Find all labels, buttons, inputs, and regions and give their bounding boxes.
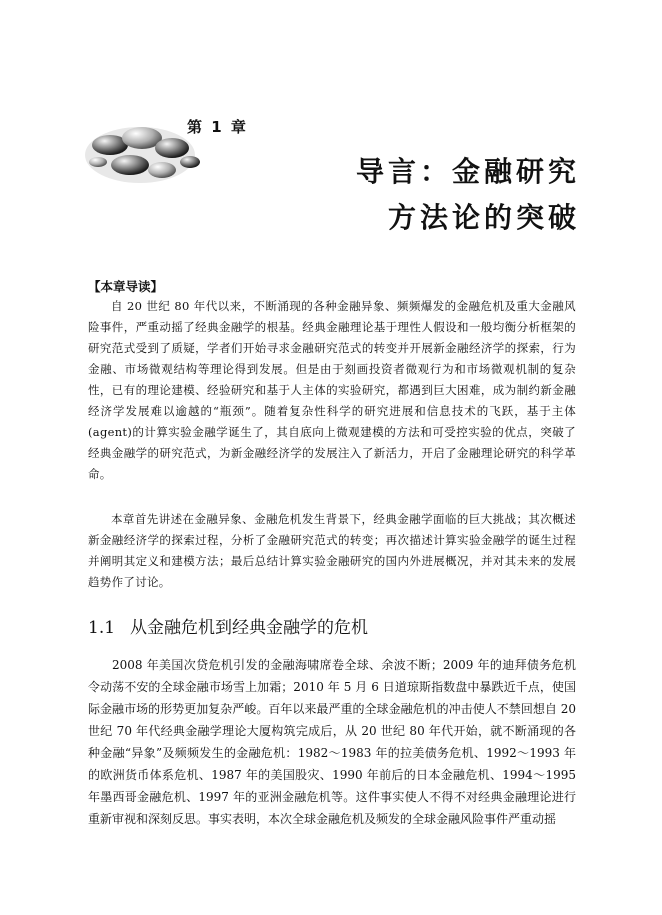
chapter-title-line-1: 导言：金融研究 bbox=[355, 155, 580, 188]
chapter-guide-paragraph: 本章首先讲述在金融异象、金融危机发生背景下，经典金融学面临的巨大挑战；其次概述新金融经济学的探索过程，分析了金融研究范式的转变；再次描述计算实验金融学的诞生过程并阐明其定义和建模方法；最后总结计算实验金融研究的国内外进展概况，并对其未来的发展趋势作了讨论。 bbox=[88, 512, 576, 589]
body-paragraph: 2008 年美国次贷危机引发的金融海啸席卷全球、余波不断；2009 年的迪拜债务危机令动荡不安的全球金融市场雪上加霜；2010 年 5 月 6 日道琼斯指数盘中暴跌近千点，使国际金融市场的形势更加复杂严峻。百年以来最严重的全球金融危机的冲击使人不禁回想自 20 世纪 70 年代经典金融学理论大厦构筑完成后，从 20 世纪 80 年代开始，就不断涌现的各种金融“异象”及频频发生的金融危机：1982～1983 年的拉美债务危机、1992～1993 年的欧洲货币体系危机、1987 年的美国股灾、1990 年前后的日本金融危机、1994～1995 年墨西哥金融危机、1997 年的亚洲金融危机等。这件事实使人不得不对经典金融理论进行重新审视和深刻反思。事实表明，本次全球金融危机及频发的全球金融风险事件严重动摇 bbox=[88, 658, 576, 826]
chapter-title-line-2: 方法论的突破 bbox=[387, 201, 580, 234]
decor-disc-5 bbox=[148, 162, 176, 178]
decor-disc-6 bbox=[180, 156, 200, 168]
section-title: 从金融危机到经典金融学的危机 bbox=[130, 618, 368, 638]
decor-disc-3 bbox=[155, 138, 189, 158]
chapter-guide-heading: 【本章导读】 bbox=[88, 279, 164, 294]
chapter-decoration-image bbox=[80, 100, 210, 190]
decor-disc-7 bbox=[89, 157, 107, 167]
decor-disc-4 bbox=[111, 155, 149, 175]
chapter-guide-paragraph: 自 20 世纪 80 年代以来，不断涌现的各种金融异象、频频爆发的金融危机及重大金融风险事件，严重动摇了经典金融学的根基。经典金融理论基于理性人假设和一般均衡分析框架的研究范式受到了质疑，学者们开始寻求金融研究范式的转变并开展新金融经济学的探索，行为金融、市场微观结构等理论得到发展。但是由于刻画投资者微观行为和市场微观机制的复杂性，已有的理论建模、经验研究和基于人主体的实验研究，都遇到巨大困难，成为制约新金融经济学发展难以逾越的“瓶颈”。随着复杂性科学的研究进展和信息技术的飞跃，基于主体(agent)的计算实验金融学诞生了，其自底向上微观建模的方法和可受控实验的优点，突破了经典金融学的研究范式，为新金融经济学的发展注入了新活力，开启了金融理论研究的科学革命。 bbox=[88, 299, 576, 481]
section-heading bbox=[88, 613, 368, 638]
chapter-number: 第 1 章 bbox=[187, 118, 248, 136]
section-number: 1.1 bbox=[88, 618, 116, 638]
